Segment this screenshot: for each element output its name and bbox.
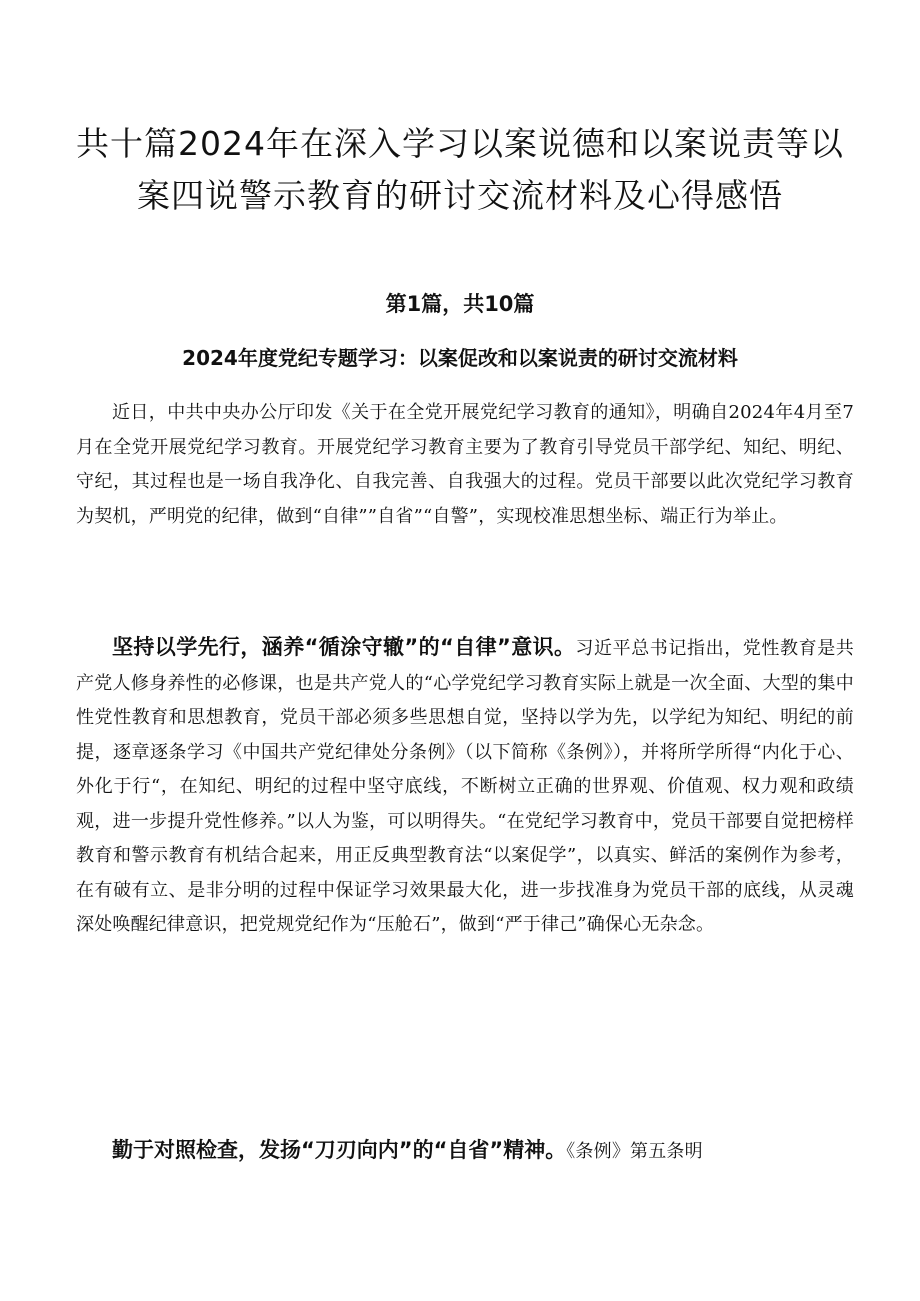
paragraph-body: 《条例》第五条明 — [566, 1141, 703, 1162]
paragraph-lead-heading: 勤于对照检查，发扬“刀刃向内”的“自省”精神。 — [112, 1138, 567, 1162]
paragraph-lead-heading: 坚持以学先行，涵养“循涂守辙”的“自律”意识。 — [112, 635, 576, 659]
paragraph-body: 习近平总书记指出，党性教育是共产党人修身养性的必修课，也是共产党人的“心学党纪学习教育实际上就是一次全面、大型的集中性党性教育和思想教育，党员干部必须多些思想自觉，坚持以学为先，以学纪为知纪、明纪的前提，逐章逐条学习《中国共产党纪律处分条例》（以下简称《条例》），并将所学所得“内化于心、外化于行“，在知纪、明纪的过程中坚守底线，不断树立正确的世界观、价值观、权力观和政绩观，进一步提升党性修养。”以人为鉴，可以明得失。“在党纪学习教育中，党员干部要自觉把榜样教育和警示教育有机结合起来，用正反典型教育法“以案促学”，以真实、鲜活的案例作为参考，在有破有立、是非分明的过程中保证学习效果最大化，进一步找准身为党员干部的底线，从灵魂深处唤醒纪律意识，把党规党纪作为“压舱石”，做到“严于律己”确保心无杂念。 — [76, 638, 854, 935]
article-subtitle: 2024年度党纪专题学习：以案促改和以案说责的研讨交流材料 — [182, 346, 738, 370]
paragraph-self-reflection — [76, 1133, 854, 1170]
paragraph-intro — [76, 396, 854, 534]
document-title: 共十篇2024年在深入学习以案说德和以案说责等以案四说警示教育的研讨交流材料及心得感悟 — [76, 124, 844, 215]
paragraph-body: 近日，中共中央办公厅印发《关于在全党开展党纪学习教育的通知》，明确自2024年4月至7月在全党开展党纪学习教育。开展党纪学习教育主要为了教育引导党员干部学纪、知纪、明纪、守纪，其过程也是一场自我净化、自我完善、自我强大的过程。党员干部要以此次党纪学习教育为契机，严明党的纪律，做到“自律””自省”“自警”，实现校准思想坐标、端正行为举止。 — [76, 402, 854, 527]
paragraph-self-discipline — [76, 630, 854, 943]
section-number: 第1篇，共10篇 — [385, 292, 535, 316]
